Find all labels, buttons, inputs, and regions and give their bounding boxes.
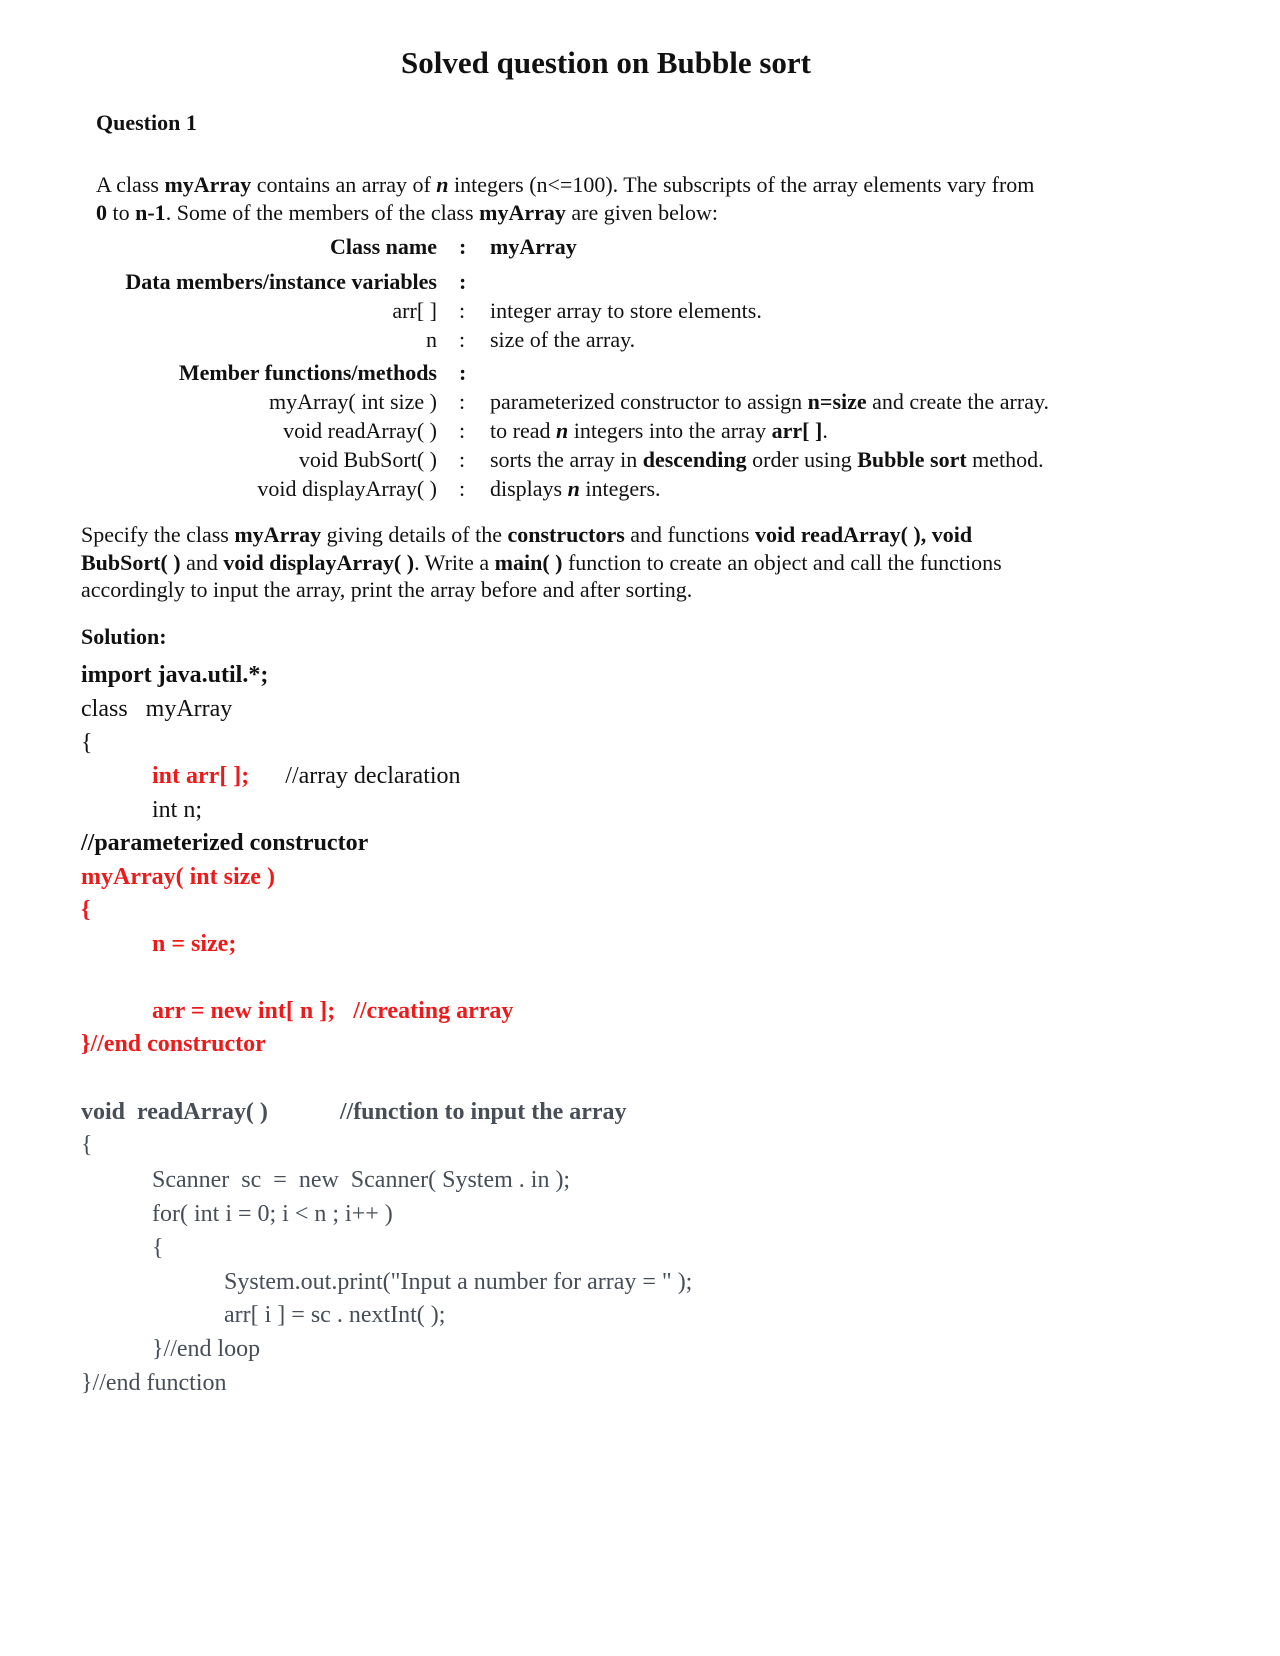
spec-separator: : — [459, 389, 466, 414]
text-segment: parameterized constructor to assign — [490, 389, 808, 414]
text-segment: BubSort( ) — [81, 550, 181, 575]
text-segment: System.out.print("Input a number for array = " ); — [224, 1269, 693, 1295]
text-segment: import java.util.*; — [81, 662, 269, 688]
text-segment: { — [81, 730, 93, 756]
text-segment: n=size — [807, 389, 867, 414]
text-segment: n = size; — [152, 931, 237, 957]
code-line — [152, 1165, 570, 1195]
text-segment: giving details of the — [321, 522, 508, 547]
text-segment: and — [180, 550, 224, 575]
code-line — [152, 795, 202, 825]
spec-label: void readArray( ) — [283, 418, 437, 443]
text-segment: int arr[ ]; — [152, 763, 250, 789]
text-segment: //array declaration — [249, 763, 461, 789]
spec-separator: : — [459, 269, 467, 294]
text-segment: n-1 — [135, 200, 166, 225]
spec-value — [490, 445, 1044, 475]
code-line — [224, 1267, 692, 1297]
code-line — [81, 828, 368, 858]
spec-value — [490, 474, 661, 504]
text-segment: and create the array. — [866, 389, 1050, 414]
code-line — [81, 895, 90, 925]
intro-line — [96, 170, 1034, 200]
text-segment: function to create an object and call the functions — [562, 550, 1002, 575]
task-line — [81, 575, 692, 605]
text-segment: void readArray( ) //function to input the array — [81, 1099, 627, 1125]
text-segment: myArray — [490, 234, 577, 259]
spec-value — [490, 325, 635, 355]
code-line — [152, 1233, 164, 1263]
text-segment: { — [81, 1132, 93, 1158]
code-line — [152, 996, 513, 1026]
text-segment: arr[ ] — [771, 418, 823, 443]
text-segment: myArray — [479, 200, 566, 225]
text-segment: Specify the class — [81, 522, 235, 547]
text-segment: to read — [490, 418, 556, 443]
text-segment: A class — [96, 172, 165, 197]
text-segment: //parameterized constructor — [81, 830, 369, 856]
text-segment: 0 — [96, 200, 107, 225]
page-title: Solved question on Bubble sort — [401, 45, 811, 80]
code-line — [81, 1130, 93, 1160]
spec-separator: : — [459, 360, 467, 385]
text-segment: . Write a — [414, 550, 495, 575]
code-line — [152, 1199, 393, 1229]
text-segment: Scanner sc = new Scanner( System . in ); — [152, 1167, 571, 1193]
text-segment: }//end function — [81, 1370, 227, 1396]
text-segment: myArray( int size ) — [81, 864, 275, 890]
text-segment: . — [822, 418, 828, 443]
spec-separator: : — [459, 447, 466, 472]
text-segment: are given below: — [565, 200, 718, 225]
text-segment: }//end loop — [152, 1336, 261, 1362]
text-segment: n — [436, 172, 449, 197]
text-segment: n — [567, 476, 580, 501]
text-segment: descending — [642, 447, 747, 472]
text-segment: integers. — [579, 476, 661, 501]
spec-label: n — [426, 327, 437, 352]
text-segment: myArray — [234, 522, 322, 547]
code-line — [81, 1029, 266, 1059]
text-segment: accordingly to input the array, print the array before and after sorting. — [81, 577, 693, 602]
text-segment: int n; — [152, 797, 203, 823]
task-line — [81, 548, 1002, 578]
task-line — [81, 520, 972, 550]
text-segment: { — [152, 1235, 164, 1261]
spec-value — [490, 232, 577, 262]
text-segment: constructors — [507, 522, 625, 547]
text-segment: integer array to store elements. — [490, 298, 762, 323]
text-segment: void readArray( ), void — [754, 522, 973, 547]
text-segment: class myArray — [81, 696, 233, 722]
text-segment: sorts the array in — [490, 447, 643, 472]
text-segment: for( int i = 0; i < n ; i++ ) — [152, 1201, 393, 1227]
text-segment: n — [555, 418, 569, 443]
text-segment: Bubble sort — [857, 447, 967, 472]
code-line — [152, 761, 461, 791]
code-line — [81, 728, 93, 758]
code-line — [224, 1300, 445, 1330]
spec-value — [490, 387, 1049, 417]
text-segment: order using — [746, 447, 858, 472]
text-segment: method. — [966, 447, 1044, 472]
code-line — [81, 1368, 227, 1398]
spec-label: Class name — [330, 234, 437, 259]
text-segment: arr[ i ] = sc . nextInt( ); — [224, 1302, 446, 1328]
spec-label: myArray( int size ) — [269, 389, 437, 414]
spec-label: Member functions/methods — [178, 360, 437, 385]
spec-label: void BubSort( ) — [298, 447, 437, 472]
spec-value — [490, 296, 762, 326]
text-segment: integers (n<=100). The subscripts of the array elements vary from — [448, 172, 1035, 197]
question-label: Question 1 — [96, 110, 197, 135]
text-segment: contains an array of — [251, 172, 437, 197]
text-segment: to — [107, 200, 136, 225]
text-segment: size of the array. — [490, 327, 636, 352]
code-line — [81, 1097, 627, 1127]
text-segment: { — [81, 897, 91, 923]
code-line — [81, 862, 275, 892]
text-segment: arr = new int[ n ]; //creating array — [152, 998, 514, 1024]
spec-separator: : — [459, 418, 466, 443]
text-segment: integers into the array — [568, 418, 772, 443]
spec-label: arr[ ] — [392, 298, 437, 323]
solution-label: Solution: — [81, 624, 167, 649]
text-segment: main( ) — [494, 550, 563, 575]
text-segment: . Some of the members of the class — [165, 200, 480, 225]
spec-separator: : — [459, 234, 467, 259]
text-segment: }//end constructor — [81, 1031, 266, 1057]
spec-label: void displayArray( ) — [257, 476, 437, 501]
text-segment: displays — [490, 476, 568, 501]
text-segment: and functions — [624, 522, 755, 547]
spec-separator: : — [459, 327, 466, 352]
spec-value — [490, 416, 828, 446]
text-segment: void displayArray( ) — [223, 550, 415, 575]
spec-separator: : — [459, 476, 466, 501]
code-line — [81, 660, 268, 690]
code-line — [152, 929, 236, 959]
code-line — [81, 694, 232, 724]
spec-separator: : — [459, 298, 466, 323]
text-segment: myArray — [164, 172, 252, 197]
intro-line — [96, 198, 718, 228]
spec-label: Data members/instance variables — [125, 269, 437, 294]
code-line — [152, 1334, 260, 1364]
